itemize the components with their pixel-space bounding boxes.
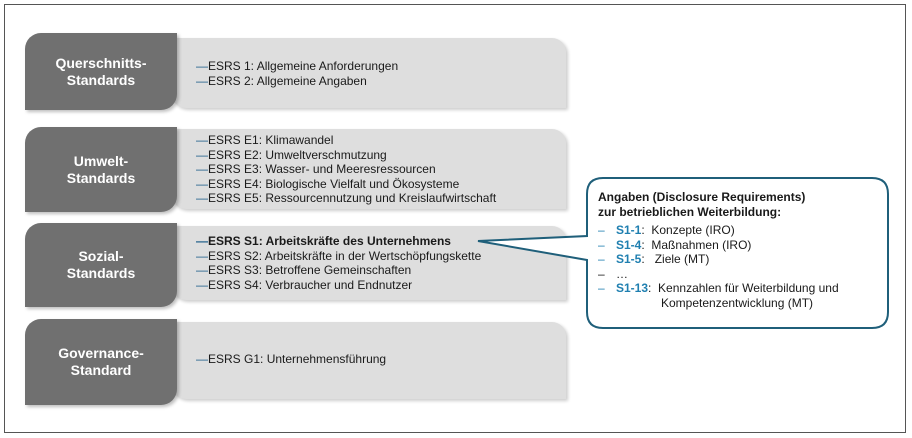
- disclosure-item: – S1-4: Maßnahmen (IRO): [598, 237, 752, 252]
- category-label-line: Standards: [66, 169, 136, 186]
- standard-item: —ESRS S3: Betroffene Gemeinschaften: [196, 263, 412, 278]
- standard-item: —ESRS S2: Arbeitskräfte in der Wertschöpfungskette: [196, 248, 482, 263]
- callout-content: [598, 190, 870, 310]
- category-label-line: Umwelt-: [73, 152, 129, 169]
- category-label-line: Sozial-: [78, 248, 124, 264]
- callout-title: Angaben (Disclosure Requirements) zur betrieblichen Weiterbildung:: [598, 190, 806, 219]
- category-label-line: Standard: [70, 362, 132, 378]
- disclosure-item: – S1-13: Kennzahlen für Weiterbildung und: [598, 281, 839, 295]
- category-label-line: Querschnitts-: [55, 54, 147, 71]
- category-label-line: Standards: [66, 265, 136, 281]
- standard-item-highlighted: —ESRS S1: Arbeitskräfte des Unternehmens: [196, 234, 451, 248]
- standard-item: —ESRS E3: Wasser- und Meeresressourcen: [196, 162, 436, 177]
- disclosure-item: – S1-1: Konzepte (IRO): [598, 223, 735, 237]
- standard-item: —ESRS E1: Klimawandel: [196, 133, 334, 147]
- standard-item: —ESRS E4: Biologische Vielfalt und Ökosysteme: [196, 176, 460, 191]
- standard-item: —ESRS 1: Allgemeine Anforderungen: [196, 59, 399, 73]
- disclosure-item-continuation: Kompetenzentwicklung (MT): [661, 295, 814, 310]
- standard-item: —ESRS 2: Allgemeine Angaben: [196, 73, 367, 88]
- disclosure-item: – S1-5: Ziele (MT): [598, 252, 710, 266]
- category-label-line: Standards: [66, 71, 136, 88]
- standard-item: —ESRS G1: Unternehmensführung: [196, 352, 387, 366]
- standard-item: —ESRS S4: Verbraucher und Endnutzer: [196, 277, 413, 292]
- standard-item: —ESRS E2: Umweltverschmutzung: [196, 147, 387, 162]
- disclosure-item: – …: [598, 266, 628, 281]
- category-label-line: Governance-: [58, 345, 144, 361]
- standard-item: —ESRS E5: Ressourcennutzung und Kreislaufwirtschaft: [196, 191, 497, 206]
